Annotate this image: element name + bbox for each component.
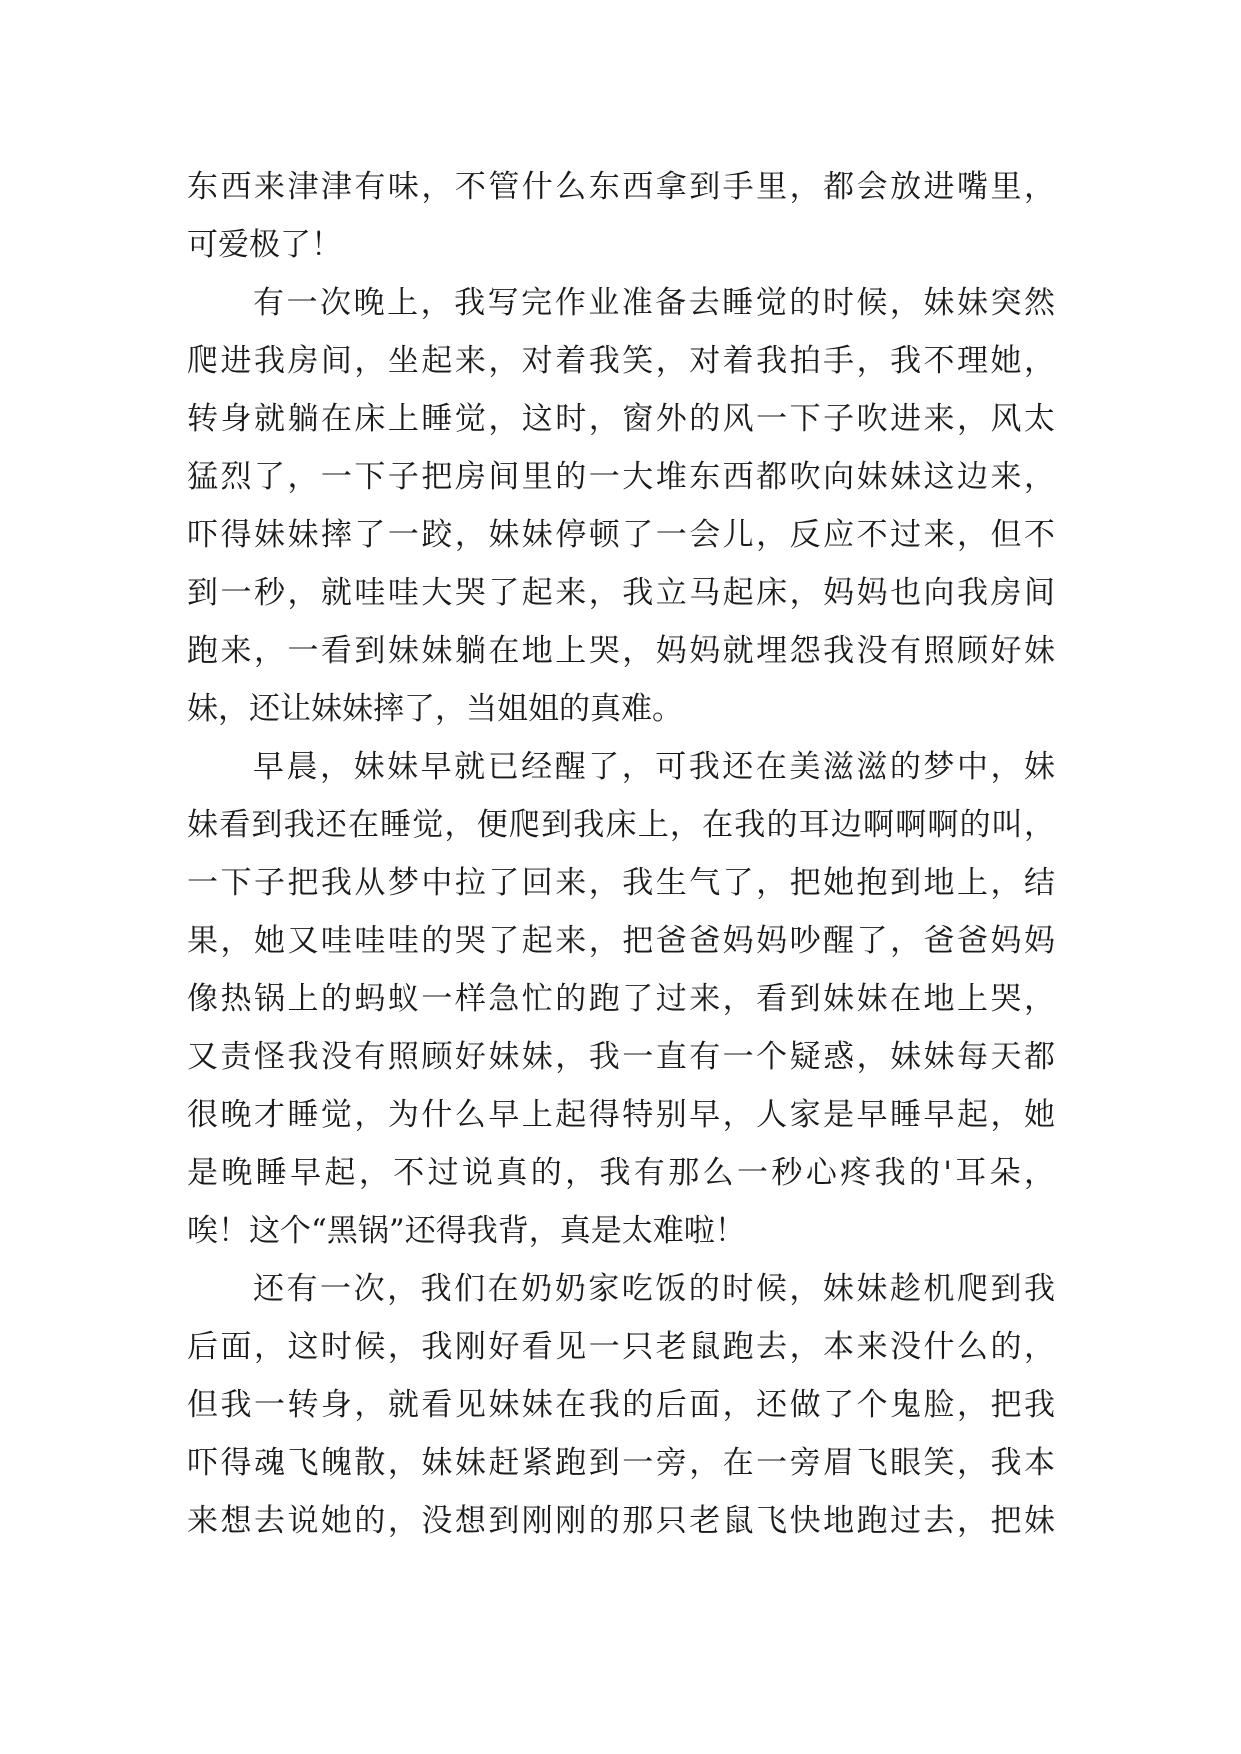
essay-line: 东西来津津有味，不管什么东西拿到手里，都会放进嘴里， (187, 169, 1055, 205)
essay-line: 早晨，妹妹早就已经醒了，可我还在美滋滋的梦中，妹 (253, 749, 1055, 785)
essay-line: 唉！这个“黑锅”还得我背，真是太难啦！ (187, 1213, 746, 1249)
essay-line: 可爱极了！ (187, 227, 342, 263)
essay-body (187, 158, 1055, 1550)
essay-line: 很晚才睡觉，为什么早上起得特别早，人家是早睡早起，她 (187, 1097, 1055, 1133)
essay-line: 一下子把我从梦中拉了回来，我生气了，把她抱到地上，结 (187, 865, 1055, 901)
essay-line: 有一次晚上，我写完作业准备去睡觉的时候，妹妹突然 (253, 285, 1055, 321)
essay-line: 跑来，一看到妹妹躺在地上哭，妈妈就埋怨我没有照顾好妹 (187, 633, 1055, 669)
essay-line: 爬进我房间，坐起来，对着我笑，对着我拍手，我不理她， (187, 343, 1055, 379)
essay-line: 但我一转身，就看见妹妹在我的后面，还做了个鬼脸，把我 (187, 1387, 1055, 1423)
essay-line: 后面，这时候，我刚好看见一只老鼠跑去，本来没什么的， (187, 1329, 1055, 1365)
essay-line: 到一秒，就哇哇大哭了起来，我立马起床，妈妈也向我房间 (187, 575, 1055, 611)
essay-line: 吓得妹妹摔了一跤，妹妹停顿了一会儿，反应不过来，但不 (187, 517, 1055, 553)
essay-line: 又责怪我没有照顾好妹妹，我一直有一个疑惑，妹妹每天都 (187, 1039, 1055, 1075)
essay-line: 还有一次，我们在奶奶家吃饭的时候，妹妹趁机爬到我 (253, 1271, 1055, 1307)
essay-line: 吓得魂飞魄散，妹妹赶紧跑到一旁，在一旁眉飞眼笑，我本 (187, 1445, 1055, 1481)
essay-line: 像热锅上的蚂蚁一样急忙的跑了过来，看到妹妹在地上哭， (187, 981, 1055, 1017)
essay-line: 妹看到我还在睡觉，便爬到我床上，在我的耳边啊啊啊的叫， (187, 807, 1055, 843)
essay-line: 猛烈了，一下子把房间里的一大堆东西都吹向妹妹这边来， (187, 459, 1055, 495)
essay-line: 是晚睡早起，不过说真的，我有那么一秒心疼我的'耳朵， (187, 1155, 1055, 1191)
essay-line: 果，她又哇哇哇的哭了起来，把爸爸妈妈吵醒了，爸爸妈妈 (187, 923, 1055, 959)
essay-line: 来想去说她的，没想到刚刚的那只老鼠飞快地跑过去，把妹 (187, 1503, 1055, 1539)
essay-line: 转身就躺在床上睡觉，这时，窗外的风一下子吹进来，风太 (187, 401, 1055, 437)
essay-line: 妹，还让妹妹摔了，当姐姐的真难。 (187, 691, 683, 727)
